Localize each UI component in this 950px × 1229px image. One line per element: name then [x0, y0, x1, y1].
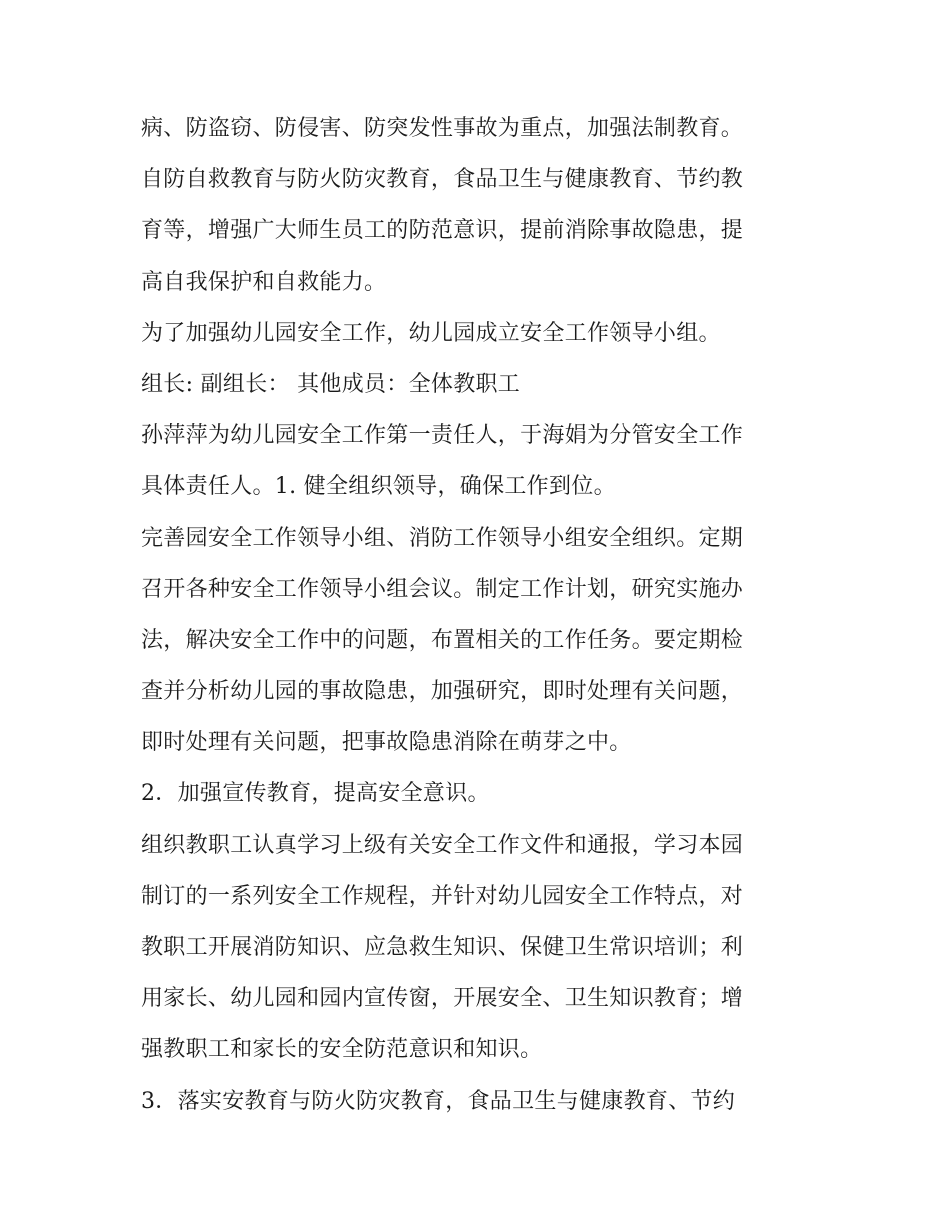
text-line: 召开各种安全工作领导小组会议。制定工作计划，研究实施办 — [141, 576, 744, 602]
text-line: 查并分析幼儿园的事故隐患，加强研究，即时处理有关问题， — [141, 679, 744, 705]
text-line: 病、防盗窃、防侵害、防突发性事故为重点，加强法制教育。 — [141, 116, 744, 141]
text-line: 完善园安全工作领导小组、消防工作领导小组安全组织。定期 — [141, 525, 744, 551]
text-line: 强教职工和家长的安全防范意识和知识。 — [141, 1037, 543, 1063]
text-line: 法，解决安全工作中的问题，布置相关的工作任务。要定期检 — [141, 627, 744, 653]
text-line: 2．加强宣传教育，提高安全意识。 — [141, 781, 490, 807]
text-line: 即时处理有关问题，把事故隐患消除在萌芽之中。 — [141, 730, 632, 756]
text-line: 3．落实安教育与防火防灾教育，食品卫生与健康教育、节约 — [141, 1088, 736, 1114]
text-line: 教职工开展消防知识、应急救生知识、保健卫生常识培训；利 — [141, 935, 744, 960]
text-line: 用家长、幼儿园和园内宣传窗，开展安全、卫生知识教育；增 — [141, 986, 744, 1012]
text-line: 组长: 副组长： 其他成员：全体教职工 — [141, 371, 521, 397]
text-line: 具体责任人。1. 健全组织领导，确保工作到位。 — [141, 474, 616, 500]
text-line: 自防自救教育与防火防灾教育，食品卫生与健康教育、节约教 — [141, 167, 744, 193]
document-body — [141, 103, 821, 1127]
text-line: 高自我保护和自救能力。 — [141, 269, 387, 295]
text-line: 育等，增强广大师生员工的防范意识，提前消除事故隐患，提 — [141, 218, 744, 244]
text-line: 孙萍萍为幼儿园安全工作第一责任人，于海娟为分管安全工作 — [141, 423, 744, 449]
text-line: 为了加强幼儿园安全工作，幼儿园成立安全工作领导小组。 — [141, 320, 721, 346]
text-line: 组织教职工认真学习上级有关安全工作文件和通报，学习本园 — [141, 832, 744, 858]
text-line: 制订的一系列安全工作规程，并针对幼儿园安全工作特点，对 — [141, 883, 744, 909]
